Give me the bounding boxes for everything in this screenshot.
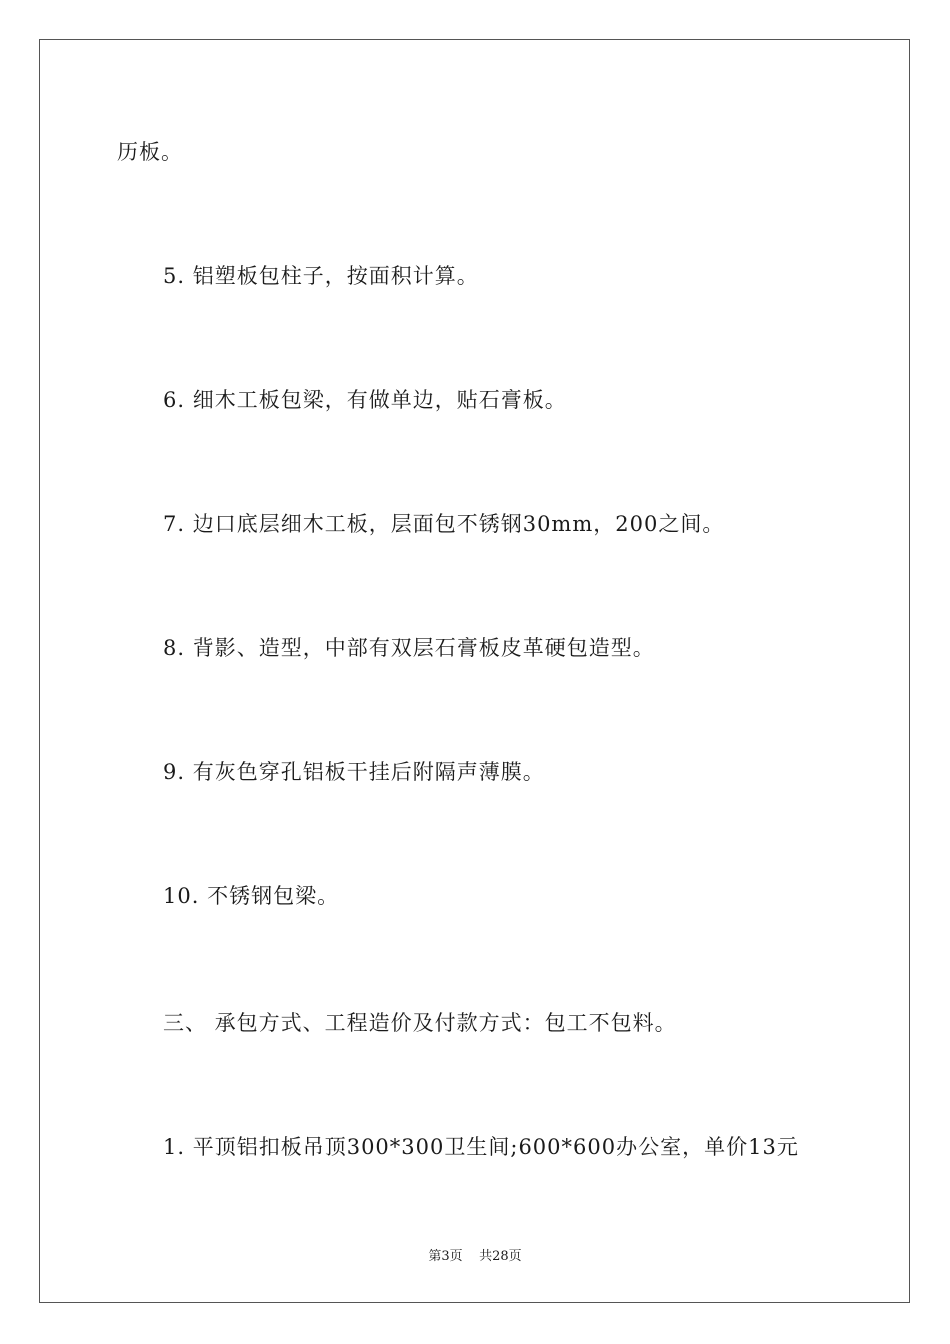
page-number: 第3页 [428,1249,463,1264]
section-heading-3: 三、 承包方式、工程造价及付款方式：包工不包料。 [163,1011,677,1035]
page-border [39,39,910,1303]
list-item-9: 9. 有灰色穿孔铝板干挂后附隔声薄膜。 [163,760,545,784]
list-item-6: 6. 细木工板包梁，有做单边，贴石膏板。 [163,388,567,412]
list-item-1: 1. 平顶铝扣板吊顶300*300卫生间;600*600办公室，单价13元 [163,1135,799,1159]
page-footer [0,1248,950,1266]
list-item-7: 7. 边口底层细木工板，层面包不锈钢30mm，200之间。 [163,512,725,536]
list-item-5: 5. 铝塑板包柱子，按面积计算。 [163,264,479,288]
list-item-10: 10. 不锈钢包梁。 [163,884,340,908]
text-line-continuation: 历板。 [117,140,183,164]
list-item-8: 8. 背影、造型，中部有双层石膏板皮革硬包造型。 [163,636,655,660]
total-pages: 共28页 [479,1249,522,1264]
